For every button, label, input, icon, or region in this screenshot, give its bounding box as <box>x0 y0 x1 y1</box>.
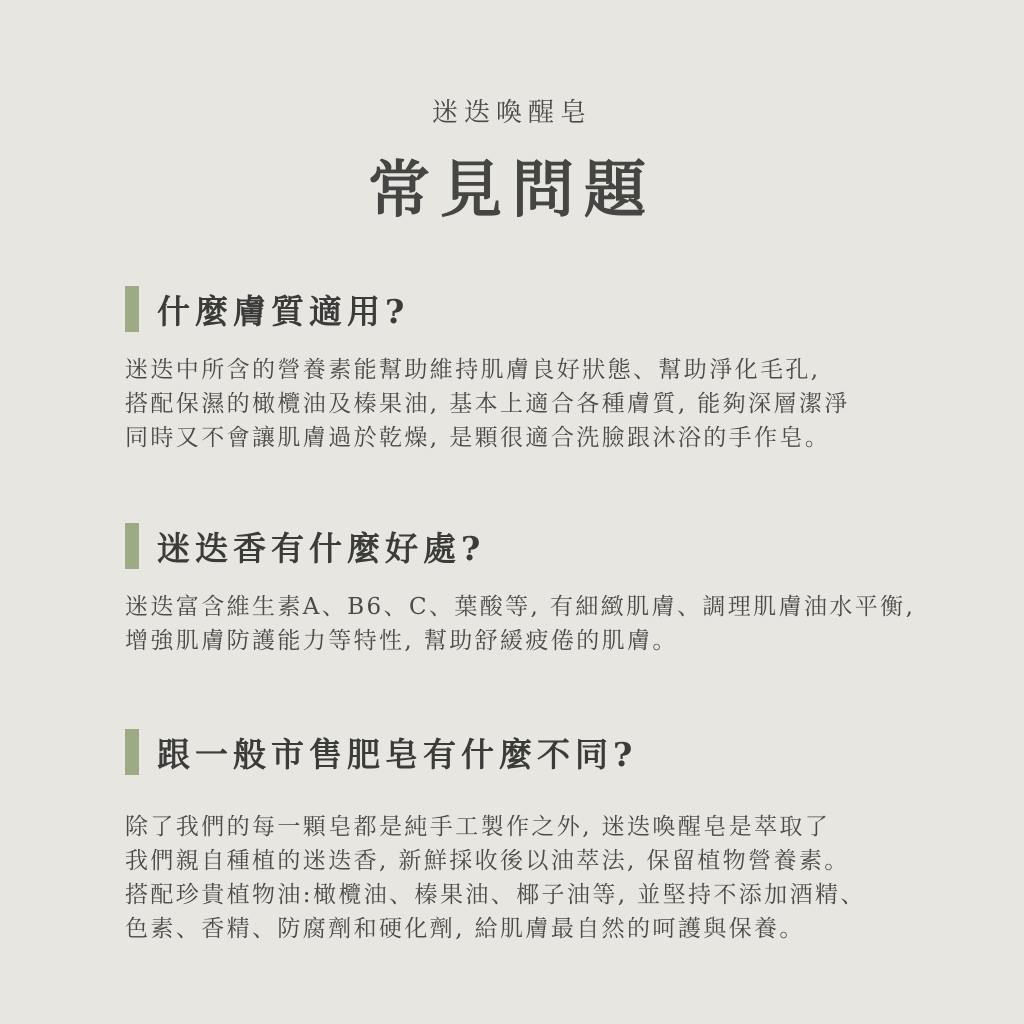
faq-section-skin-type <box>125 285 945 455</box>
faq-question-text: 跟一般市售肥皂有什麼不同? <box>157 734 638 774</box>
faq-answer-line: 迷迭富含維生素A、B6、C、葉酸等, 有細緻肌膚、調理肌膚油水平衡, <box>125 594 916 620</box>
product-name: 迷迭喚醒皂 <box>431 98 592 128</box>
faq-answer-line: 增強肌膚防護能力等特性, 幫助舒緩疲倦的肌膚。 <box>125 628 678 654</box>
faq-answer <box>125 810 945 946</box>
faq-answer-line: 除了我們的每一顆皂都是純手工製作之外, 迷迭喚醒皂是萃取了 <box>125 814 831 840</box>
faq-question <box>125 522 945 570</box>
faq-question-text: 什麼膚質適用? <box>157 291 410 331</box>
faq-answer-line: 同時又不會讓肌膚過於乾燥, 是顆很適合洗臉跟沐浴的手作皂。 <box>125 425 831 451</box>
faq-question <box>125 728 945 776</box>
faq-question-text: 迷迭香有什麼好處? <box>157 528 486 568</box>
faq-section-difference <box>125 728 945 946</box>
faq-answer-line: 搭配保濕的橄欖油及榛果油, 基本上適合各種膚質, 能夠深層潔淨 <box>125 391 850 417</box>
accent-bar <box>125 729 139 775</box>
faq-answer-line: 色素、香精、防腐劑和硬化劑, 給肌膚最自然的呵護與保養。 <box>125 916 805 942</box>
accent-bar <box>125 523 139 569</box>
faq-answer <box>125 590 945 658</box>
faq-answer-line: 搭配珍貴植物油:橄欖油、榛果油、椰子油等, 並堅持不添加酒精、 <box>125 882 866 908</box>
faq-answer-line: 迷迭中所含的營養素能幫助維持肌膚良好狀態、幫助淨化毛孔, <box>125 357 821 383</box>
faq-section-benefits <box>125 522 945 658</box>
page-title: 常見問題 <box>367 153 656 226</box>
faq-answer-line: 我們親自種植的迷迭香, 新鮮採收後以油萃法, 保留植物營養素。 <box>125 848 850 874</box>
accent-bar <box>125 286 139 332</box>
faq-question <box>125 285 945 333</box>
faq-answer <box>125 353 945 455</box>
